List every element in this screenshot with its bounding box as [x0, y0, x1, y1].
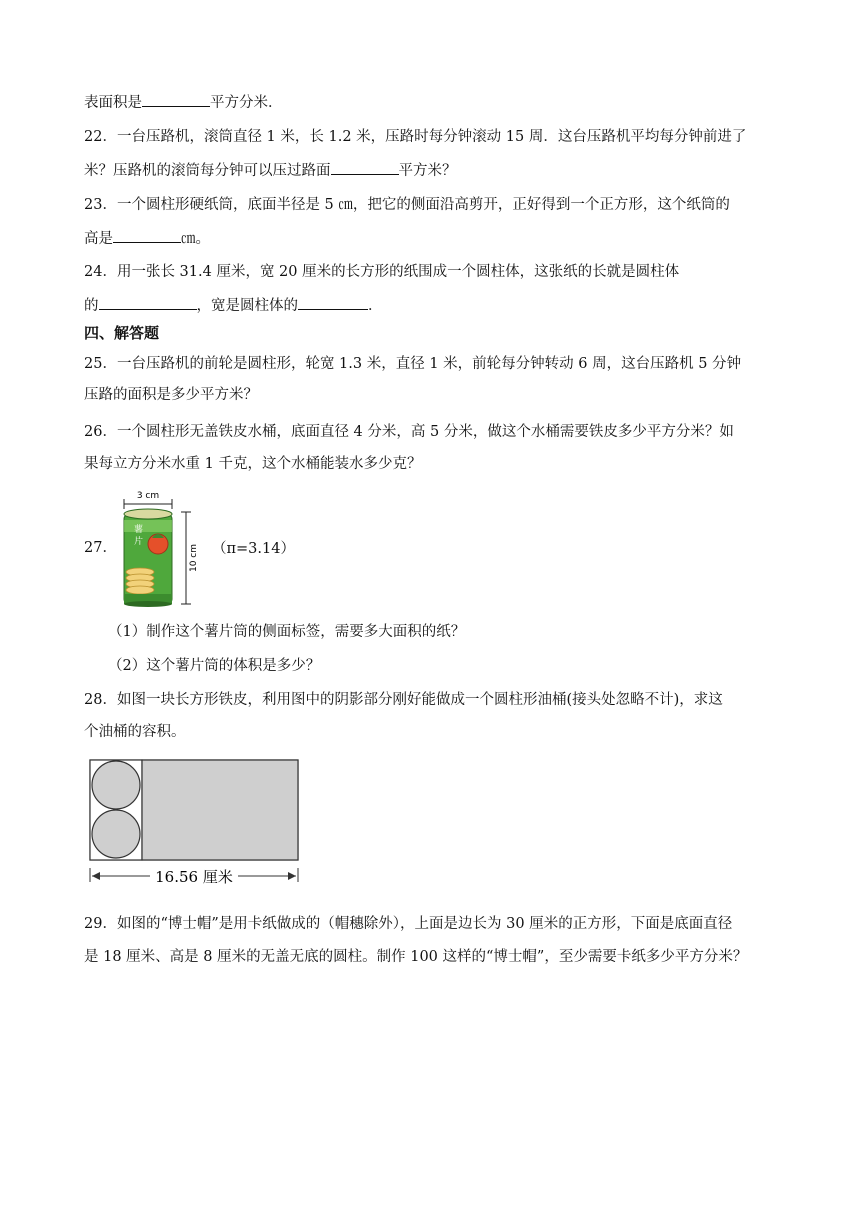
chips-can-figure	[118, 486, 200, 608]
q23-line1: 23．一个圆柱形硬纸筒，底面半径是 5 ㎝，把它的侧面沿高剪开，正好得到一个正方形，这个纸筒的	[84, 197, 730, 213]
base-circle-bottom	[92, 810, 140, 858]
q24-text-pre: 的	[84, 298, 99, 314]
answer-blank	[298, 295, 368, 310]
q21-text-pre: 表面积是	[84, 95, 142, 111]
q25-line2: 压路的面积是多少平方米？	[84, 387, 258, 403]
q24-line2	[84, 295, 790, 316]
section-heading: 四、解答题	[84, 324, 160, 342]
height-dimension	[181, 512, 199, 604]
q22-line1: 22．一台压路机，滚筒直径 1 米，长 1.2 米，压路时每分钟滚动 15 周．这台压路机平均每分钟前进了	[84, 129, 747, 145]
answer-blank	[113, 228, 181, 243]
sheet-metal-figure	[86, 756, 304, 896]
answer-blank	[99, 295, 197, 310]
can-text-bottom: 片	[134, 537, 144, 547]
can-text-top: 薯	[134, 525, 144, 535]
q29-line2: 是 18 厘米、高是 8 厘米的无盖无底的圆柱。制作 100 这样的“博士帽”，至少需要卡纸多少平方分米？	[84, 949, 748, 965]
q21-text-post: 平方分米．	[210, 95, 283, 111]
q27-part1: （1）制作这个薯片筒的侧面标签，需要多大面积的纸？	[108, 624, 466, 640]
q23-line2	[84, 228, 790, 249]
pi-note: （π=3.14）	[212, 541, 295, 557]
q26-line2: 果每立方分米水重 1 千克，这个水桶能装水多少克？	[84, 456, 422, 472]
q28-line2: 个油桶的容积。	[84, 724, 186, 740]
q29-line1: 29．如图的“博士帽”是用卡纸做成的（帽穗除外），上面是边长为 30 厘米的正方形，下面是底面直径	[84, 916, 733, 932]
q25-line1: 25．一台压路机的前轮是圆柱形，轮宽 1.3 米，直径 1 米，前轮每分钟转动 6 周，这台压路机 5 分钟	[84, 356, 742, 372]
height-label: 10 cm	[189, 543, 199, 573]
q24-line1: 24．用一张长 31.4 厘米，宽 20 厘米的长方形的纸围成一个圆柱体，这张纸的长就是圆柱体	[84, 264, 680, 280]
q23-text-pre: 高是	[84, 231, 113, 247]
q21-tail	[84, 92, 790, 113]
q26-line1: 26．一个圆柱形无盖铁皮水桶，底面直径 4 分米，高 5 分米，做这个水桶需要铁皮多少平方分米？如	[84, 424, 734, 440]
q28-line1: 28．如图一块长方形铁皮，利用图中的阴影部分刚好能做成一个圆柱形油桶(接头处忽略不计)，求这	[84, 692, 723, 708]
q27-number: 27．	[84, 540, 117, 556]
q24-text-post: ．	[368, 298, 383, 314]
q27-part2: （2）这个薯片筒的体积是多少？	[108, 658, 321, 674]
width-label: 3 cm	[136, 491, 160, 501]
width-dimension	[124, 491, 172, 509]
q23-text-post: ㎝。	[181, 231, 210, 247]
q22-line2	[84, 160, 790, 181]
length-label: 16.56 厘米	[155, 868, 233, 886]
lateral-rectangle	[142, 760, 298, 860]
answer-blank	[331, 160, 399, 175]
chips-can	[124, 509, 172, 607]
q22-text-post: 平方米？	[398, 163, 457, 179]
q22-text-pre: 米？压路机的滚筒每分钟可以压过路面	[84, 163, 331, 179]
base-circle-top	[92, 761, 140, 809]
q24-text-mid: ，宽是圆柱体的	[196, 298, 298, 314]
length-dimension	[90, 868, 298, 886]
answer-blank	[142, 92, 210, 107]
